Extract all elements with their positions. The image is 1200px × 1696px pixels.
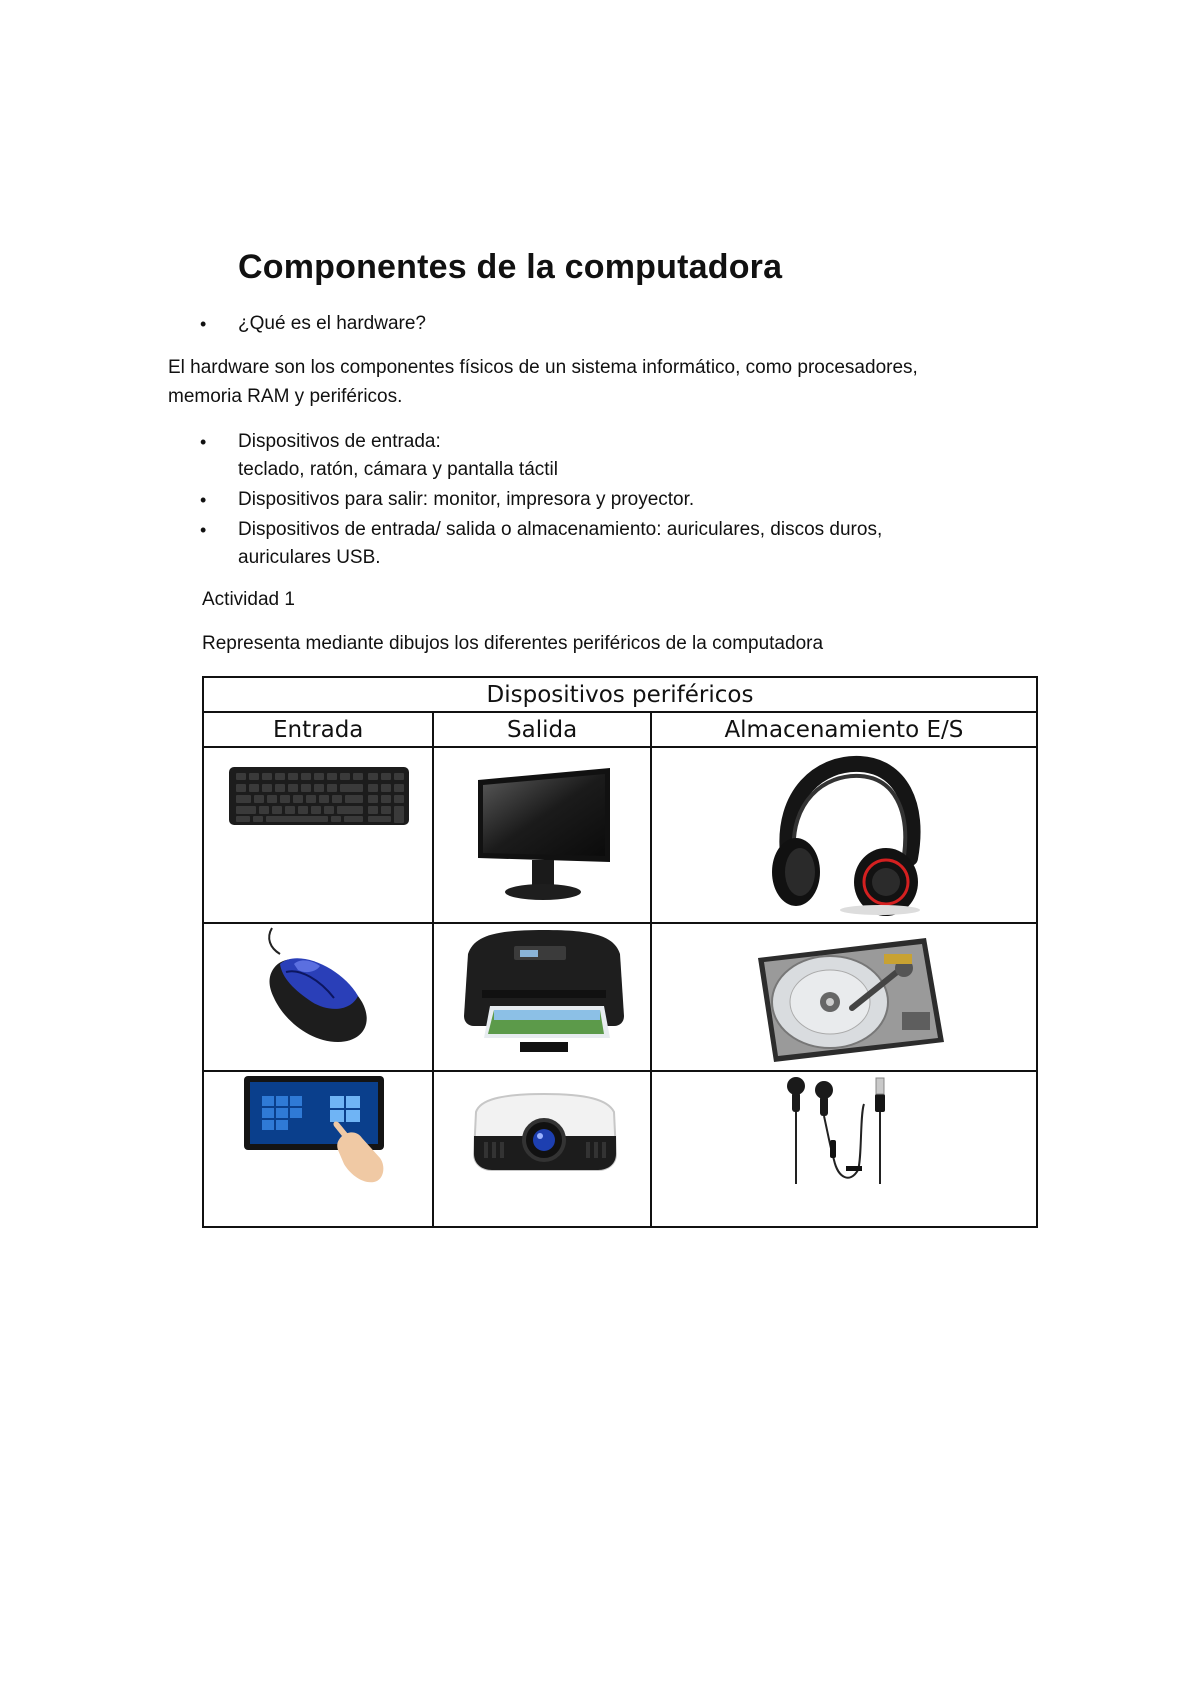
activity-label: Actividad 1 — [202, 589, 295, 610]
column-header-storage: Almacenamiento E/S — [651, 712, 1037, 747]
column-header-input: Entrada — [203, 712, 433, 747]
cell-usb-earphones — [651, 1071, 1037, 1227]
touchscreen-image — [242, 1074, 392, 1186]
table-row — [203, 1071, 1037, 1227]
usb-earphones-image — [780, 1074, 900, 1192]
cell-hard-disk — [651, 923, 1037, 1071]
cell-keyboard — [203, 747, 433, 923]
bullet-dot: • — [200, 314, 207, 334]
page-title: Componentes de la computadora — [238, 248, 783, 286]
bullet-dot: • — [200, 520, 207, 540]
cell-headphones — [651, 747, 1037, 923]
bullet-dot: • — [200, 490, 207, 510]
hard-disk-image — [752, 934, 948, 1064]
keyboard-image — [228, 764, 410, 828]
projector-image — [470, 1086, 620, 1182]
column-header-output: Salida — [433, 712, 650, 747]
definition-paragraph: El hardware son los componentes físicos de un sistema informático, como procesadores, memoria RAM y periféricos. — [168, 357, 918, 407]
cell-printer — [433, 923, 650, 1071]
cell-projector — [433, 1071, 650, 1227]
table-caption: Dispositivos periféricos — [203, 677, 1037, 712]
mouse-image — [250, 924, 380, 1048]
cell-monitor — [433, 747, 650, 923]
cell-mouse — [203, 923, 433, 1071]
monitor-image — [472, 766, 616, 906]
table-row — [203, 747, 1037, 923]
printer-image — [454, 926, 634, 1058]
table-row — [203, 923, 1037, 1071]
bullet-dot: • — [200, 432, 207, 452]
document-page: Componentes de la computadora • ¿Qué es el hardware? El hardware son los componentes físicos de un sistema informático, como procesadores, memoria RAM y periféricos. • Dispositivos de entrada: teclado, ratón, cámara y pantalla táctil • Dispositivos para salir: monitor, impresora y proyector. • Dispositivos de entrada/ salida o almacenamiento: auriculares, discos duros, auriculares USB. Actividad 1 Representa mediante dibujos los diferentes periféricos de la computadora Dispositivos periféricos Entrada Salida Almacenamiento E/S — [0, 0, 1200, 1696]
headphones-image — [760, 754, 930, 918]
peripherals-table — [202, 676, 1038, 1228]
cell-touchscreen — [203, 1071, 433, 1227]
activity-instruction: Representa mediante dibujos los diferentes periféricos de la computadora — [202, 633, 824, 654]
